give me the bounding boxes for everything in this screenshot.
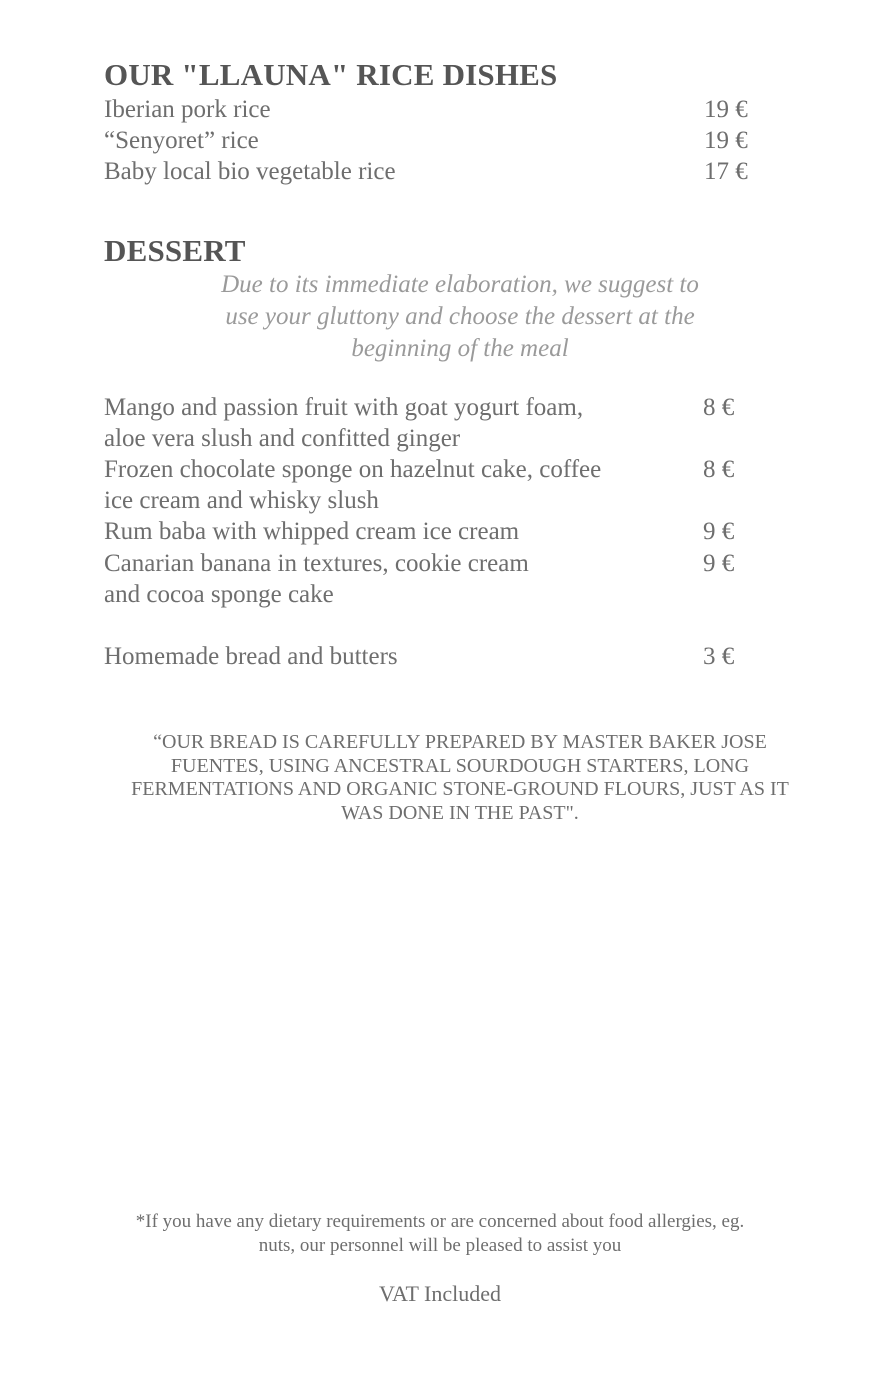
dessert-item-name-cont: ice cream and whisky slush <box>104 487 379 514</box>
rice-item-price: 17 € <box>704 158 748 185</box>
dessert-item-price: 9 € <box>703 550 735 577</box>
bread-note <box>100 731 820 825</box>
dessert-item-price: 8 € <box>703 456 735 483</box>
rice-item-name: Iberian pork rice <box>104 96 271 123</box>
dessert-item-name: Canarian banana in textures, cookie cream <box>104 550 529 577</box>
rice-item-name: Baby local bio vegetable rice <box>104 158 396 185</box>
dessert-intro <box>180 269 740 365</box>
dessert-intro-line: Due to its immediate elaboration, we suggest to <box>221 271 699 298</box>
rice-item-name: “Senyoret” rice <box>104 127 259 154</box>
dessert-intro-line: use your gluttony and choose the dessert at the <box>225 303 695 330</box>
dessert-item-name: Frozen chocolate sponge on hazelnut cake, coffee <box>104 456 602 483</box>
dessert-item-price: 9 € <box>703 518 735 545</box>
dessert-item-name-cont: and cocoa sponge cake <box>104 581 334 608</box>
vat-note: VAT Included <box>378 1281 501 1306</box>
bread-item-price: 3 € <box>703 643 735 670</box>
dessert-intro-line: beginning of the meal <box>351 335 569 362</box>
dessert-item-name: Mango and passion fruit with goat yogurt foam, <box>104 394 584 421</box>
bread-note-line: FERMENTATIONS AND ORGANIC STONE-GROUND FLOURS, JUST AS IT <box>131 778 789 800</box>
dessert-item-price: 8 € <box>703 394 735 421</box>
bread-note-line: FUENTES, USING ANCESTRAL SOURDOUGH STARTERS, LONG <box>170 754 750 777</box>
dessert-section-title: DESSERT <box>104 233 246 268</box>
bread-item-name: Homemade bread and butters <box>104 643 398 670</box>
dessert-item-name: Rum baba with whipped cream ice cream <box>104 518 520 545</box>
rice-item-price: 19 € <box>704 96 748 123</box>
allergy-note <box>90 1210 790 1258</box>
allergy-note-line: *If you have any dietary requirements or are concerned about food allergies, eg. <box>135 1211 745 1232</box>
bread-note-line: WAS DONE IN THE PAST". <box>341 801 579 824</box>
rice-item-price: 19 € <box>704 127 748 154</box>
rice-section-title: OUR "LLAUNA" RICE DISHES <box>104 57 558 92</box>
dessert-item-name-cont: aloe vera slush and confitted ginger <box>104 425 461 452</box>
bread-note-line: “OUR BREAD IS CAREFULLY PREPARED BY MASTER BAKER JOSE <box>153 731 767 753</box>
allergy-note-line: nuts, our personnel will be pleased to assist you <box>258 1235 622 1256</box>
